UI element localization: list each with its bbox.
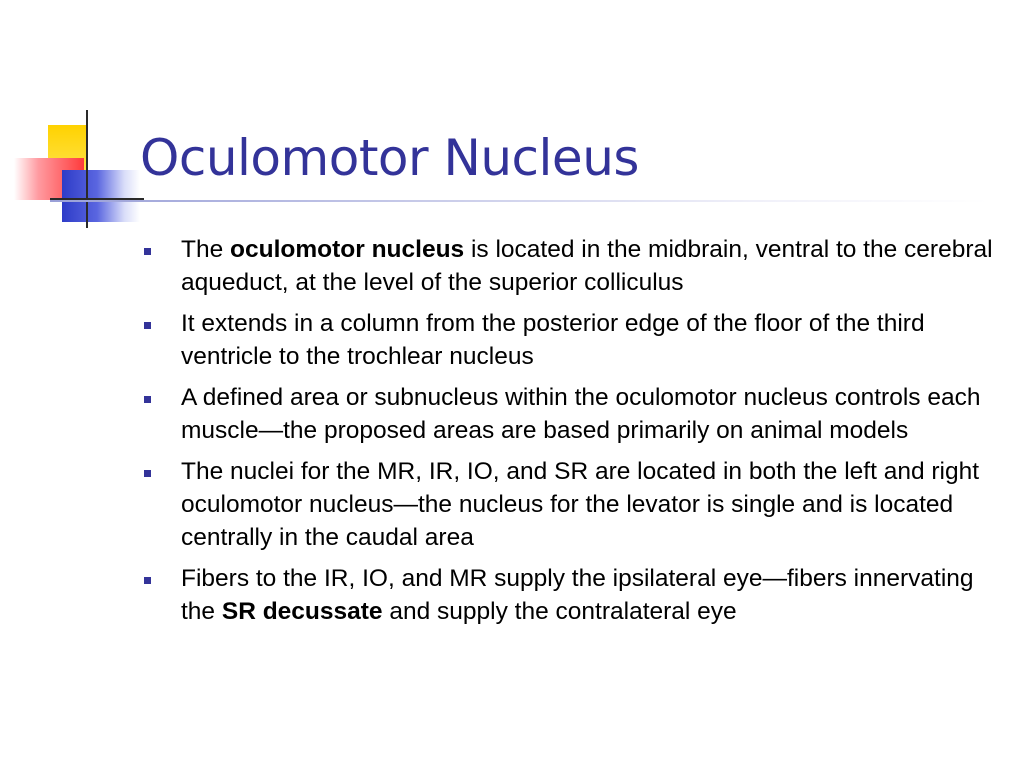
vertical-line-decoration (86, 110, 88, 228)
bullet-item (142, 307, 1004, 373)
bullet-text: Fibers to the IR, IO, and MR supply the ipsilateral eye—fibers innervating the (181, 565, 974, 625)
bullet-text: is located in the midbrain, ventral to the cerebral aqueduct, at the level of the superior colliculus (181, 236, 993, 296)
blue-square-decoration (62, 170, 140, 222)
bullet-text: A defined area or subnucleus within the oculomotor nucleus controls each muscle—the proposed areas are based primarily on animal models (181, 384, 981, 444)
bullet-text: The nuclei for the MR, IR, IO, and SR are located in both the left and right oculomotor nucleus—the nucleus for the levator is single and is located centrally in the caudal area (181, 458, 980, 551)
bullet-bold-text: SR decussate (221, 598, 383, 625)
square-bullet-icon (144, 248, 151, 255)
slide-logo-decoration (0, 0, 150, 240)
title-underline (50, 200, 990, 202)
bullet-item (142, 455, 1004, 554)
bullet-item (142, 562, 1004, 628)
square-bullet-icon (144, 577, 151, 584)
bullet-item (142, 381, 1004, 447)
bullet-item (142, 233, 1004, 299)
bullet-list (142, 233, 1004, 636)
square-bullet-icon (144, 470, 151, 477)
square-bullet-icon (144, 322, 151, 329)
bullet-bold-text: oculomotor nucleus (230, 236, 465, 263)
slide-title: Oculomotor Nucleus (140, 129, 639, 187)
bullet-text: The (181, 236, 231, 263)
bullet-text: and supply the contralateral eye (382, 598, 737, 625)
bullet-text: It extends in a column from the posterior edge of the floor of the third ventricle to the trochlear nucleus (181, 310, 925, 370)
square-bullet-icon (144, 396, 151, 403)
